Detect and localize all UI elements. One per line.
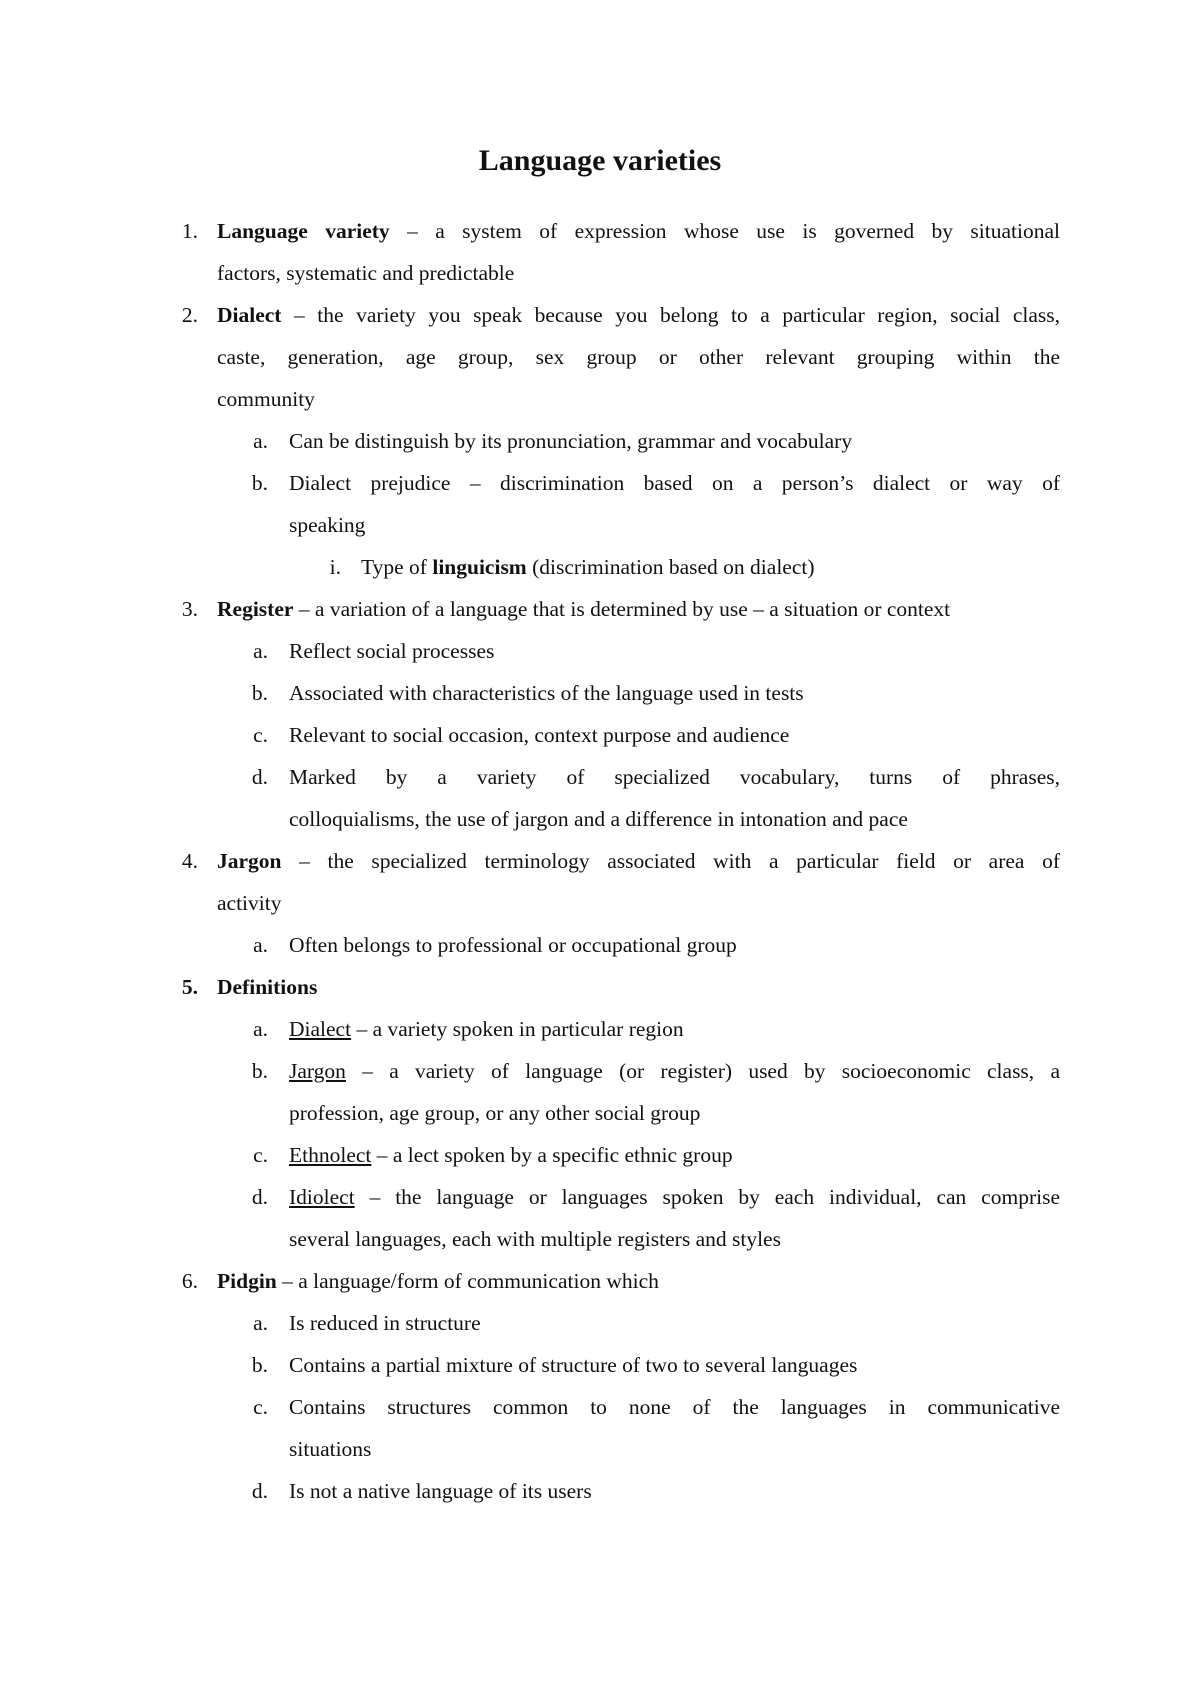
sub-text: Idiolect – the language or languages spoken by each individual, can comprise: [289, 1185, 1060, 1209]
item-text: [217, 840, 1060, 882]
term: Pidgin: [217, 1269, 277, 1293]
sub-marker: c.: [253, 1143, 268, 1167]
list-item-register: [0, 588, 1200, 630]
term: Definitions: [217, 975, 318, 999]
sub-marker: c.: [253, 1395, 268, 1419]
item-text: [217, 294, 1060, 336]
list-number: 3.: [181, 597, 198, 621]
sub-marker: a.: [253, 429, 268, 453]
sub-item: [0, 714, 1200, 756]
sub-marker: b.: [251, 681, 268, 705]
sub-sub-text: Type of linguicism (discrimination based on dialect): [361, 555, 815, 579]
definition: – a variation of a language that is determined by use – a situation or context: [293, 597, 951, 621]
term: Language variety: [217, 219, 390, 243]
item-text: [217, 210, 1060, 252]
sub-item: [0, 420, 1200, 462]
item-continuation: activity: [217, 891, 282, 915]
sub-text: Reflect social processes: [289, 639, 495, 663]
sub-item: [0, 462, 1200, 504]
sub-marker: d.: [251, 1479, 268, 1503]
item-continuation: factors, systematic and predictable: [217, 261, 515, 285]
underlined-term: Ethnolect: [289, 1143, 372, 1167]
sub-text: Dialect prejudice – discrimination based on a person’s dialect or way of: [289, 471, 1060, 495]
sub-text: Contains a partial mixture of structure of two to several languages: [289, 1353, 858, 1377]
sub-text: Can be distinguish by its pronunciation, grammar and vocabulary: [289, 429, 853, 453]
sub-item: [0, 1302, 1200, 1344]
sub-marker: b.: [251, 1353, 268, 1377]
item-continuation: caste, generation, age group, sex group or other relevant grouping within the: [217, 345, 1060, 369]
sub-text: Marked by a variety of specialized vocabulary, turns of phrases,: [289, 765, 1060, 789]
sub-item: [0, 1008, 1200, 1050]
sub-item: [0, 1386, 1200, 1428]
sub-continuation: situations: [289, 1437, 372, 1461]
sub-marker: d.: [251, 765, 268, 789]
sub-marker: b.: [251, 1059, 268, 1083]
term: Dialect: [217, 303, 282, 327]
sub-continuation: speaking: [289, 513, 366, 537]
item-text: [217, 588, 950, 630]
term: Jargon: [217, 849, 282, 873]
list-number: 5.: [181, 975, 198, 999]
term: linguicism: [432, 555, 527, 579]
sub-text: Associated with characteristics of the language used in tests: [289, 681, 804, 705]
sub-item: [0, 630, 1200, 672]
sub-text: Dialect – a variety spoken in particular region: [289, 1017, 684, 1041]
sub-sub-item: [0, 546, 1200, 588]
sub-text: Is not a native language of its users: [289, 1479, 592, 1503]
list-number: 2.: [181, 303, 198, 327]
list-number: 4.: [181, 849, 198, 873]
sub-marker: b.: [251, 471, 268, 495]
term: Register: [217, 597, 294, 621]
sub-marker: a.: [253, 1017, 268, 1041]
definition: – a system of expression whose use is governed by situational: [389, 219, 1060, 243]
list-item-pidgin: [0, 1260, 1200, 1302]
sub-continuation: several languages, each with multiple registers and styles: [289, 1227, 781, 1251]
sub-item: [0, 672, 1200, 714]
sub-text: Ethnolect – a lect spoken by a specific ethnic group: [289, 1143, 733, 1167]
sub-item: [0, 756, 1200, 798]
sub-item: [0, 1134, 1200, 1176]
sub-item: [0, 1050, 1200, 1092]
definition: – the specialized terminology associated with a particular field or area of: [281, 849, 1060, 873]
sub-text: Jargon – a variety of language (or register) used by socioeconomic class, a: [289, 1059, 1060, 1083]
sub-item: [0, 1470, 1200, 1512]
list-item-definitions: [0, 966, 1200, 1008]
definition: – the variety you speak because you belong to a particular region, social class,: [281, 303, 1060, 327]
list-number: 6.: [181, 1269, 198, 1293]
sub-continuation: profession, age group, or any other social group: [289, 1101, 701, 1125]
list-item-dialect: [0, 294, 1200, 336]
underlined-term: Idiolect: [289, 1185, 355, 1209]
sub-sub-marker: i.: [329, 555, 341, 579]
list-number: 1.: [181, 219, 198, 243]
sub-marker: a.: [253, 1311, 268, 1335]
sub-marker: a.: [253, 639, 268, 663]
sub-text: Contains structures common to none of the languages in communicative: [289, 1395, 1060, 1419]
list-item-jargon: [0, 840, 1200, 882]
sub-continuation: colloquialisms, the use of jargon and a difference in intonation and pace: [289, 807, 908, 831]
underlined-term: Jargon: [289, 1059, 346, 1083]
sub-item: [0, 924, 1200, 966]
sub-marker: d.: [251, 1185, 268, 1209]
sub-marker: a.: [253, 933, 268, 957]
sub-item: [0, 1176, 1200, 1218]
sub-text: Relevant to social occasion, context purpose and audience: [289, 723, 790, 747]
sub-item: [0, 1344, 1200, 1386]
underlined-term: Dialect: [289, 1017, 352, 1041]
item-continuation: community: [217, 387, 315, 411]
page-title: Language varieties: [478, 144, 722, 177]
sub-text: Often belongs to professional or occupational group: [289, 933, 737, 957]
sub-text: Is reduced in structure: [289, 1311, 481, 1335]
item-text: [217, 1260, 659, 1302]
list-item-language-variety: [0, 210, 1200, 252]
sub-marker: c.: [253, 723, 268, 747]
definition: – a language/form of communication which: [276, 1269, 659, 1293]
